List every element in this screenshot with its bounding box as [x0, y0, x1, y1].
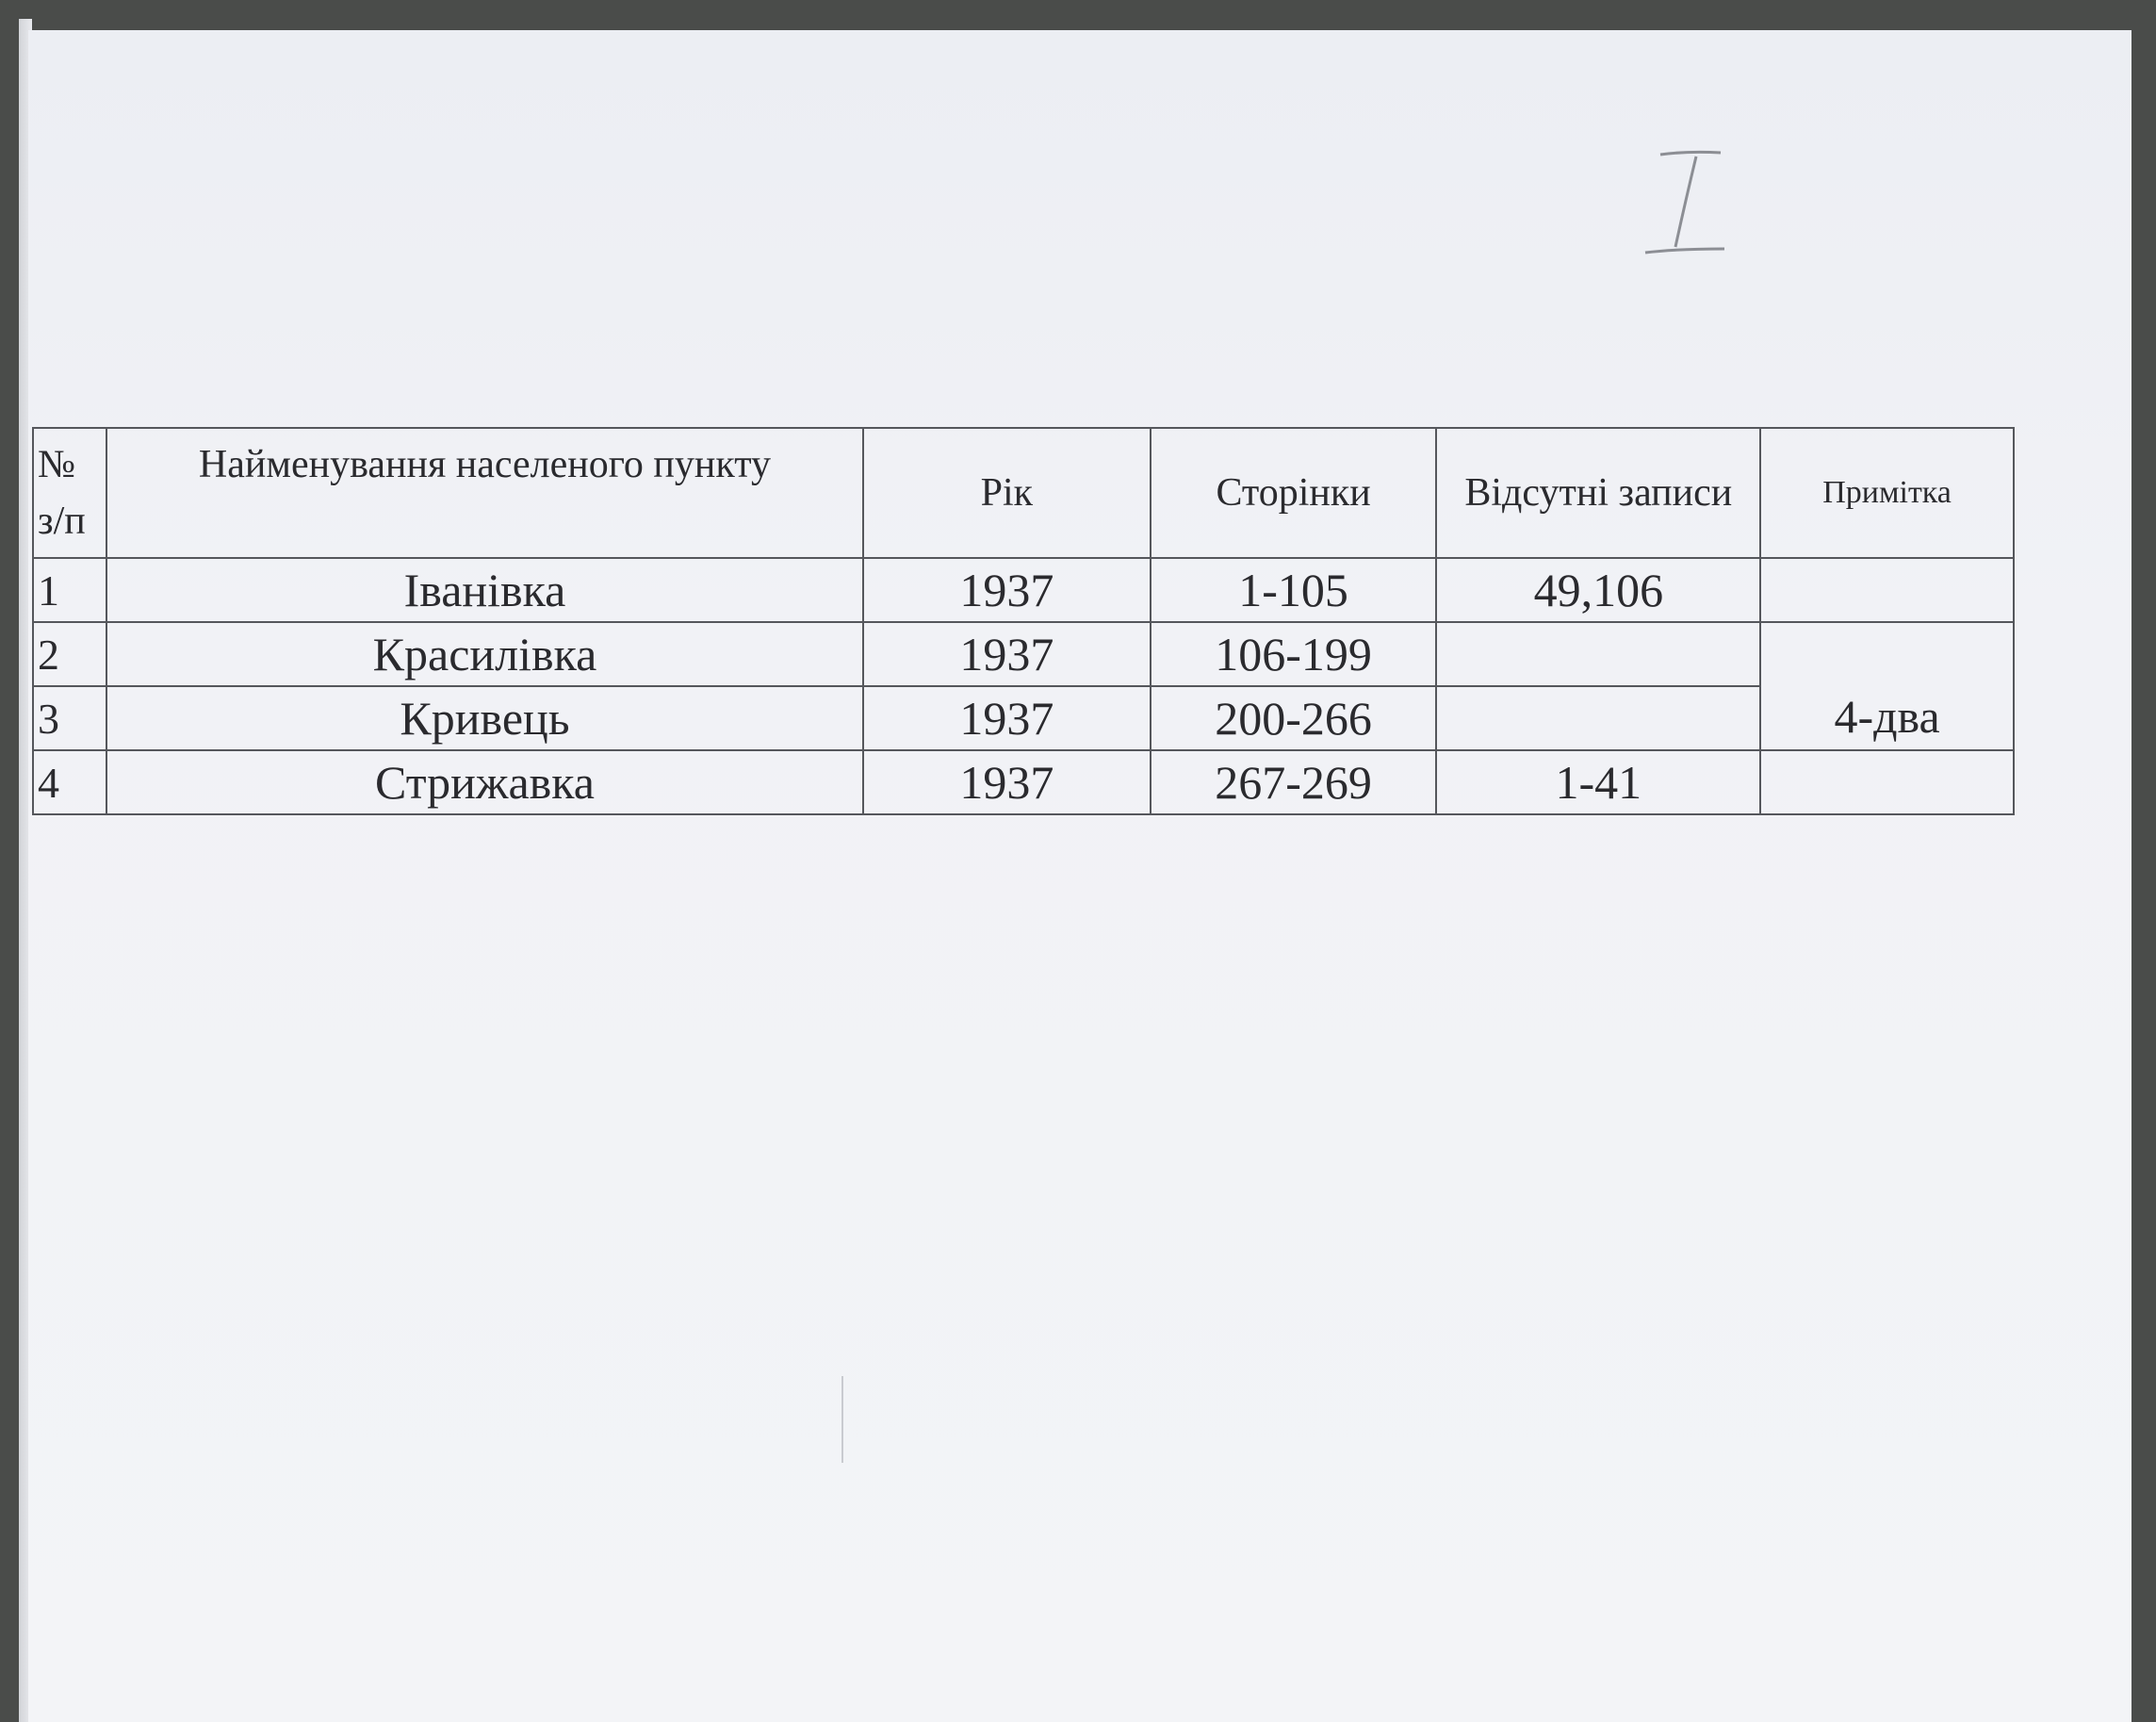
row-number: 2	[33, 622, 106, 686]
header-note: Примітка	[1760, 428, 2014, 558]
missing-records-cell: 49,106	[1436, 558, 1760, 622]
pages-cell: 1-105	[1151, 558, 1437, 622]
missing-records-cell: 1-41	[1436, 750, 1760, 814]
row-number: 3	[33, 686, 106, 750]
header-number: № з/п	[33, 428, 106, 558]
header-year: Рік	[863, 428, 1151, 558]
table-row	[33, 622, 2014, 686]
table-row	[33, 750, 2014, 814]
pages-cell: 200-266	[1151, 686, 1437, 750]
header-missing-records: Відсутні записи	[1436, 428, 1760, 558]
document-page	[28, 30, 2132, 1722]
handwritten-page-marker	[1642, 149, 1728, 262]
year-cell: 1937	[863, 558, 1151, 622]
pages-cell: 267-269	[1151, 750, 1437, 814]
settlement-name: Красилівка	[106, 622, 863, 686]
missing-records-cell	[1436, 686, 1760, 750]
table-header-row	[33, 428, 2014, 558]
paper-scratch	[841, 1376, 843, 1463]
settlement-name: Іванівка	[106, 558, 863, 622]
header-settlement-name: Найменування населеного пункту	[106, 428, 863, 558]
settlement-name: Кривець	[106, 686, 863, 750]
note-cell	[1760, 750, 2014, 814]
row-number: 4	[33, 750, 106, 814]
table-row	[33, 558, 2014, 622]
missing-records-cell	[1436, 622, 1760, 686]
note-cell: 4-два	[1760, 622, 2014, 750]
header-pages: Сторінки	[1151, 428, 1437, 558]
row-number: 1	[33, 558, 106, 622]
pages-cell: 106-199	[1151, 622, 1437, 686]
year-cell: 1937	[863, 750, 1151, 814]
year-cell: 1937	[863, 686, 1151, 750]
settlement-register-table	[32, 427, 2015, 815]
year-cell: 1937	[863, 622, 1151, 686]
settlement-name: Стрижавка	[106, 750, 863, 814]
note-cell	[1760, 558, 2014, 622]
table-row	[33, 686, 2014, 750]
